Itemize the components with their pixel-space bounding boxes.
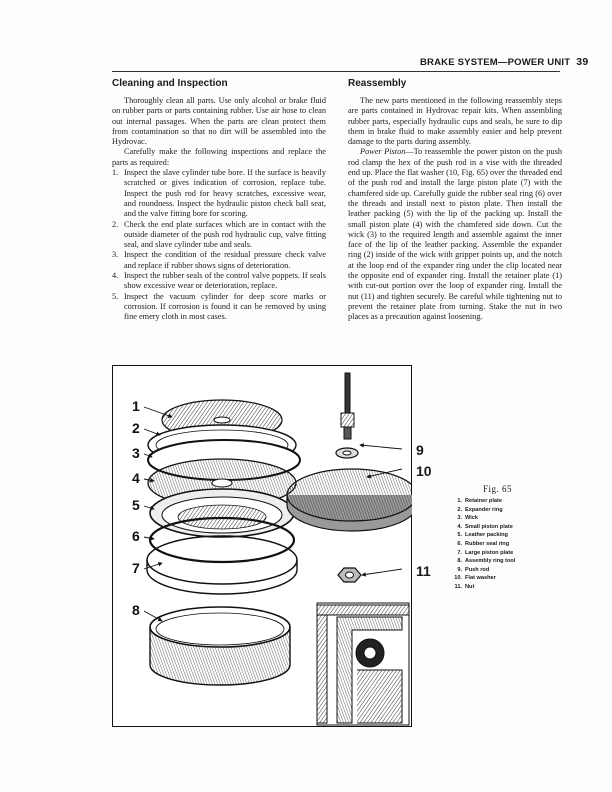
legend-item <box>452 566 515 575</box>
legend-item <box>452 514 515 523</box>
header-rule <box>112 71 560 72</box>
legend-item <box>452 549 515 558</box>
step-number: 2. <box>112 219 119 229</box>
inspection-step <box>112 292 326 323</box>
nut-part <box>338 568 361 582</box>
fig-65-illustration <box>112 365 412 727</box>
cleaning-heading: Cleaning and Inspection <box>112 78 228 89</box>
legend-label: Nut <box>465 583 475 590</box>
cleaning-para-1: Thoroughly clean all parts. Use only alcohol or brake fluid on rubber parts or parts containing rubber. Use air hose to clean out internal passages. When the parts are clean protect them from contamination so that no dirt will be assembled into the Hydrovac. <box>112 96 326 147</box>
callout-1: 1 <box>132 398 140 414</box>
legend-num: 6. <box>457 540 462 547</box>
callout-3: 3 <box>132 445 140 461</box>
page-number: 39 <box>576 56 589 68</box>
legend-label: Push rod <box>465 566 490 573</box>
inspection-step <box>112 250 326 271</box>
running-title: BRAKE SYSTEM—POWER UNIT <box>420 57 571 68</box>
flat-washer-part <box>336 448 358 458</box>
figure-caption: Fig. 65 <box>483 484 513 494</box>
step-number: 3. <box>112 250 119 260</box>
legend-label: Large piston plate <box>465 549 514 556</box>
callout-2: 2 <box>132 420 140 436</box>
legend-num: 7. <box>457 549 462 556</box>
cleaning-para-2: Carefully make the following inspections and replace the parts as required: <box>112 147 326 167</box>
callout-9-label: 9 <box>416 442 424 458</box>
callout-6: 6 <box>132 528 140 544</box>
cross-section-inset <box>317 603 409 725</box>
legend-label: Leather packing <box>465 532 508 539</box>
step-number: 4. <box>112 271 119 281</box>
reassembly-heading: Reassembly <box>348 78 407 89</box>
callout-4: 4 <box>132 470 140 486</box>
power-piston-text: —To reassemble the power piston on the push rod clamp the hex of the push rod in a vise with the threaded end up. Place the flat washer (10, Fig. 65) over the threaded end of the push rod and install the large piston plate (7) with the chamfered side up. Carefully guide the rubber seal ring (6) over the threads and install next to piston plate. Then install the leather packing (5) with the lip of the packing up. Install the small piston plate (4) with the chamfered side down. Cut the wick (3) to the required length and assemble against the inner face of the lip of the leather packing. Assemble the expander ring (2) inside of the wick with gripper points up, and the notch at the loop end of the expander ring under the clip located near the opposite end of expander ring. Install the retainer plate (1) with cut-out portion over the loop of expander ring. Install the nut (11) and tighten securely. Be careful while tightening nut to prevent the retainer plate from turning. Stake the nut in two places as a precaution against loosening. <box>348 147 562 322</box>
legend-num: 5. <box>457 532 462 539</box>
reassembly-para-1: The new parts mentioned in the following reassembly steps are parts contained in Hydrovac repair kits. When assembling rubber parts, especially hydraulic cups and seals, be sure to dip them in brake fluid to make assembly easier and help prevent damage to the parts during assembly. <box>348 96 562 147</box>
power-piston-subhead: Power Piston <box>360 147 406 157</box>
legend-num: 11. <box>454 583 462 590</box>
callout-7: 7 <box>132 560 140 576</box>
inspection-step <box>112 168 326 219</box>
legend-item <box>452 531 515 540</box>
legend-item <box>452 506 515 515</box>
callout-11-label: 11 <box>416 563 431 579</box>
reassembly-section <box>348 78 562 323</box>
callout-10-label: 10 <box>416 463 432 479</box>
legend-num: 9. <box>457 566 462 573</box>
figure-legend <box>452 497 515 592</box>
cleaning-section <box>112 78 326 323</box>
running-head <box>420 56 589 68</box>
legend-item <box>452 557 515 566</box>
legend-label: Rubber seal ring <box>465 540 510 547</box>
step-text: Inspect the vacuum cylinder for deep score marks or corrosion. If corrosion is found it can be removed by using fine emery cloth in most cases. <box>124 291 326 322</box>
reassembly-para-2 <box>348 147 562 322</box>
legend-label: Wick <box>465 515 479 522</box>
legend-num: 8. <box>457 558 462 565</box>
step-number: 5. <box>112 291 119 301</box>
inspection-step <box>112 220 326 251</box>
step-text: Inspect the rubber seals of the control valve poppets. If seals show excessive wear or deterioration, replace. <box>124 271 326 291</box>
legend-item <box>452 497 515 506</box>
callout-5: 5 <box>132 497 140 513</box>
piston-disc-part <box>287 469 412 531</box>
legend-item <box>452 523 515 532</box>
legend-num: 1. <box>457 498 462 504</box>
legend-num: 3. <box>457 515 462 522</box>
inspection-step <box>112 271 326 292</box>
legend-item <box>452 574 515 583</box>
step-text: Check the end plate surfaces which are in contact with the outside diameter of the push rod hydraulic cup, valve fitting seal, and slave cylinder tube and seals. <box>124 219 326 250</box>
assembly-ring-tool-part <box>150 607 290 685</box>
step-text: Inspect the slave cylinder tube bore. If the surface is heavily scratched or gives indication of corrosion, replace tube. Inspect the push rod for heavy scratches, excessive wear, and roundness. Inspect the hydraulic piston check ball seat, and the valve fitting bore for scoring. <box>124 168 326 219</box>
legend-item <box>452 540 515 549</box>
legend-item <box>452 583 515 592</box>
legend-label: Expander ring <box>465 506 503 513</box>
legend-label: Assembly ring tool <box>465 558 516 565</box>
callout-8: 8 <box>132 602 140 618</box>
inspection-steps <box>112 168 326 322</box>
legend-label: Small piston plate <box>465 523 513 530</box>
step-text: Inspect the condition of the residual pressure check valve and replace if rubber shows signs of deterioration. <box>124 250 326 270</box>
legend-num: 2. <box>457 506 462 513</box>
legend-num: 10. <box>454 575 462 582</box>
legend-label: Retainer plate <box>465 498 502 504</box>
step-number: 1. <box>112 168 119 178</box>
legend-label: Flat washer <box>465 575 496 582</box>
legend-num: 4. <box>457 523 462 530</box>
